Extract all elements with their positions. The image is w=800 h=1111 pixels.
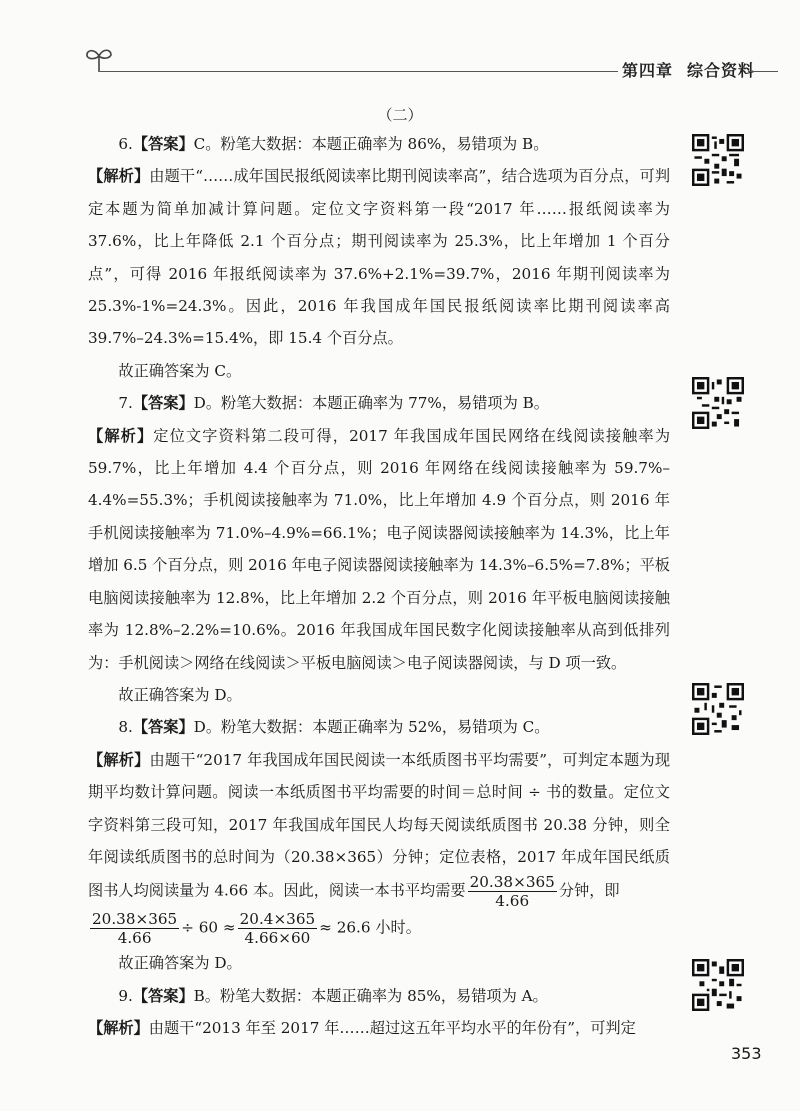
q9-analysis-tag: 【解析】	[88, 1019, 149, 1038]
q8-fraction-2-denominator: 4.66	[117, 929, 152, 948]
chapter-title	[622, 58, 755, 81]
q9-analysis	[88, 1012, 670, 1044]
qr-code-q6-icon[interactable]	[692, 134, 744, 186]
header-rule	[100, 71, 618, 72]
q8-fraction-1-denominator: 4.66	[495, 892, 530, 911]
chapter-number: 第四章	[622, 61, 674, 80]
q8-equation	[88, 910, 670, 947]
q8-fraction-3	[238, 910, 318, 947]
q9-analysis-text: 由题干“2013 年至 2017 年……超过这五年平均水平的年份有”，可判定	[148, 1019, 636, 1038]
q8-fraction-3-denominator: 4.66×60	[244, 929, 311, 948]
q8-fraction-1-numerator: 20.38×365	[469, 873, 555, 892]
q6-conclusion: 故正确答案为 C。	[118, 361, 242, 380]
qr-code-q7-icon[interactable]	[692, 377, 744, 429]
sprout-icon	[84, 44, 114, 74]
q6-analysis-tag: 【解析】	[88, 167, 150, 186]
qr-code-q9-icon[interactable]	[692, 959, 744, 1011]
q8-answer-tag: 【答案】	[132, 718, 194, 737]
q8-fraction-1	[468, 873, 557, 910]
q6-analysis	[88, 160, 670, 354]
q7-answer-text: D。粉笔大数据：本题正确率为 77%，易错项为 B。	[193, 394, 549, 413]
q8-fraction-2-numerator: 20.38×365	[92, 910, 178, 929]
chapter-name: 综合资料	[687, 61, 756, 80]
q8-analysis-tag: 【解析】	[88, 750, 150, 769]
q8-answer	[88, 711, 670, 743]
q7-answer-tag: 【答案】	[132, 394, 194, 413]
header-rule-right	[748, 71, 778, 72]
q7-analysis	[88, 420, 670, 679]
q9-number: 9.	[118, 986, 133, 1005]
q9-answer	[88, 980, 670, 1012]
q7-analysis-tag: 【解析】	[88, 426, 154, 445]
q7-conclusion: 故正确答案为 D。	[118, 685, 242, 704]
q6-answer-tag: 【答案】	[132, 135, 194, 153]
q9-answer-tag: 【答案】	[132, 986, 194, 1005]
q9-answer-text: B。粉笔大数据：本题正确率为 85%，易错项为 A。	[193, 986, 548, 1005]
q6-number: 6.	[118, 135, 133, 153]
q8-analysis-text: 由题干“2017 年我国成年国民阅读一本纸质图书平均需要”，可判定本题为现期平均数计算问题。阅读一本纸质图书平均需要的时间＝总时间 ÷ 书的数量。定位文字资料第三段可知，2017 年我国成年国民人均每天阅读纸质图书 20.38 分钟，则全年阅读纸质图书的总时间为（20.38×365）分钟；定位表格，2017 年成年国民纸质图书人均阅读量为 4.66 本。因此，阅读一本书平均需要	[88, 750, 671, 900]
qr-code-q8-icon[interactable]	[692, 683, 744, 735]
page-content	[88, 128, 670, 1045]
q8-fraction-2	[90, 910, 179, 947]
page-header	[0, 0, 800, 90]
q8-equation-mid: ÷ 60 ≈	[181, 918, 236, 937]
q8-number: 8.	[118, 718, 133, 737]
q8-after-fraction: 分钟，即	[558, 881, 620, 900]
q7-analysis-text: 定位文字资料第二段可得，2017 年我国成年国民网络在线阅读接触率为 59.7%，比上年增加 4.4 个百分点，则 2016 年网络在线阅读接触率为 59.7%–4.4%=55.3%；手机阅读接触率为 71.0%，比上年增加 4.9 个百分点，则 2016 年手机阅读接触率为 71.0%–4.9%=66.1%；电子阅读器阅读接触率为 14.3%，比上年增加 6.5 个百分点，则 2016 年电子阅读器阅读接触率为 14.3%–6.5%=7.8%；平板电脑阅读接触率为 12.8%，比上年增加 2.2 个百分点，则 2016 年平板电脑阅读接触率为 12.8%–2.2%=10.6%。2016 年我国成年国民数字化阅读接触率从高到低排列为：手机阅读＞网络在线阅读＞平板电脑阅读＞电子阅读器阅读，与 D 项一致。	[88, 426, 671, 672]
q8-answer-text: D。粉笔大数据：本题正确率为 52%，易错项为 C。	[193, 718, 550, 737]
q7-answer	[88, 387, 670, 419]
q6-analysis-text: 由题干“……成年国民报纸阅读率比期刊阅读率高”，结合选项为百分点，可判定本题为简单加减计算问题。定位文字资料第一段“2017 年……报纸阅读率为 37.6%，比上年降低 2.1 个百分点；期刊阅读率为 25.3%，比上年增加 1 个百分点”，可得 2016 年报纸阅读率为 37.6%+2.1%=39.7%，2016 年期刊阅读率为 25.3%-1%=24.3%。因此，2016 年我国成年国民报纸阅读率比期刊阅读率高 39.7%–24.3%=15.4%，即 15.4 个百分点。	[88, 167, 671, 348]
page-number: 353	[731, 1044, 762, 1063]
q8-conclusion: 故正确答案为 D。	[118, 954, 242, 973]
q7-number: 7.	[118, 394, 133, 413]
q8-analysis	[88, 744, 670, 911]
q8-equation-end: ≈ 26.6 小时。	[319, 918, 421, 937]
q8-fraction-3-numerator: 20.4×365	[239, 910, 316, 929]
q6-answer	[88, 128, 670, 160]
q6-answer-text: C。粉笔大数据：本题正确率为 86%，易错项为 B。	[193, 135, 549, 153]
section-label: （二）	[377, 106, 423, 124]
